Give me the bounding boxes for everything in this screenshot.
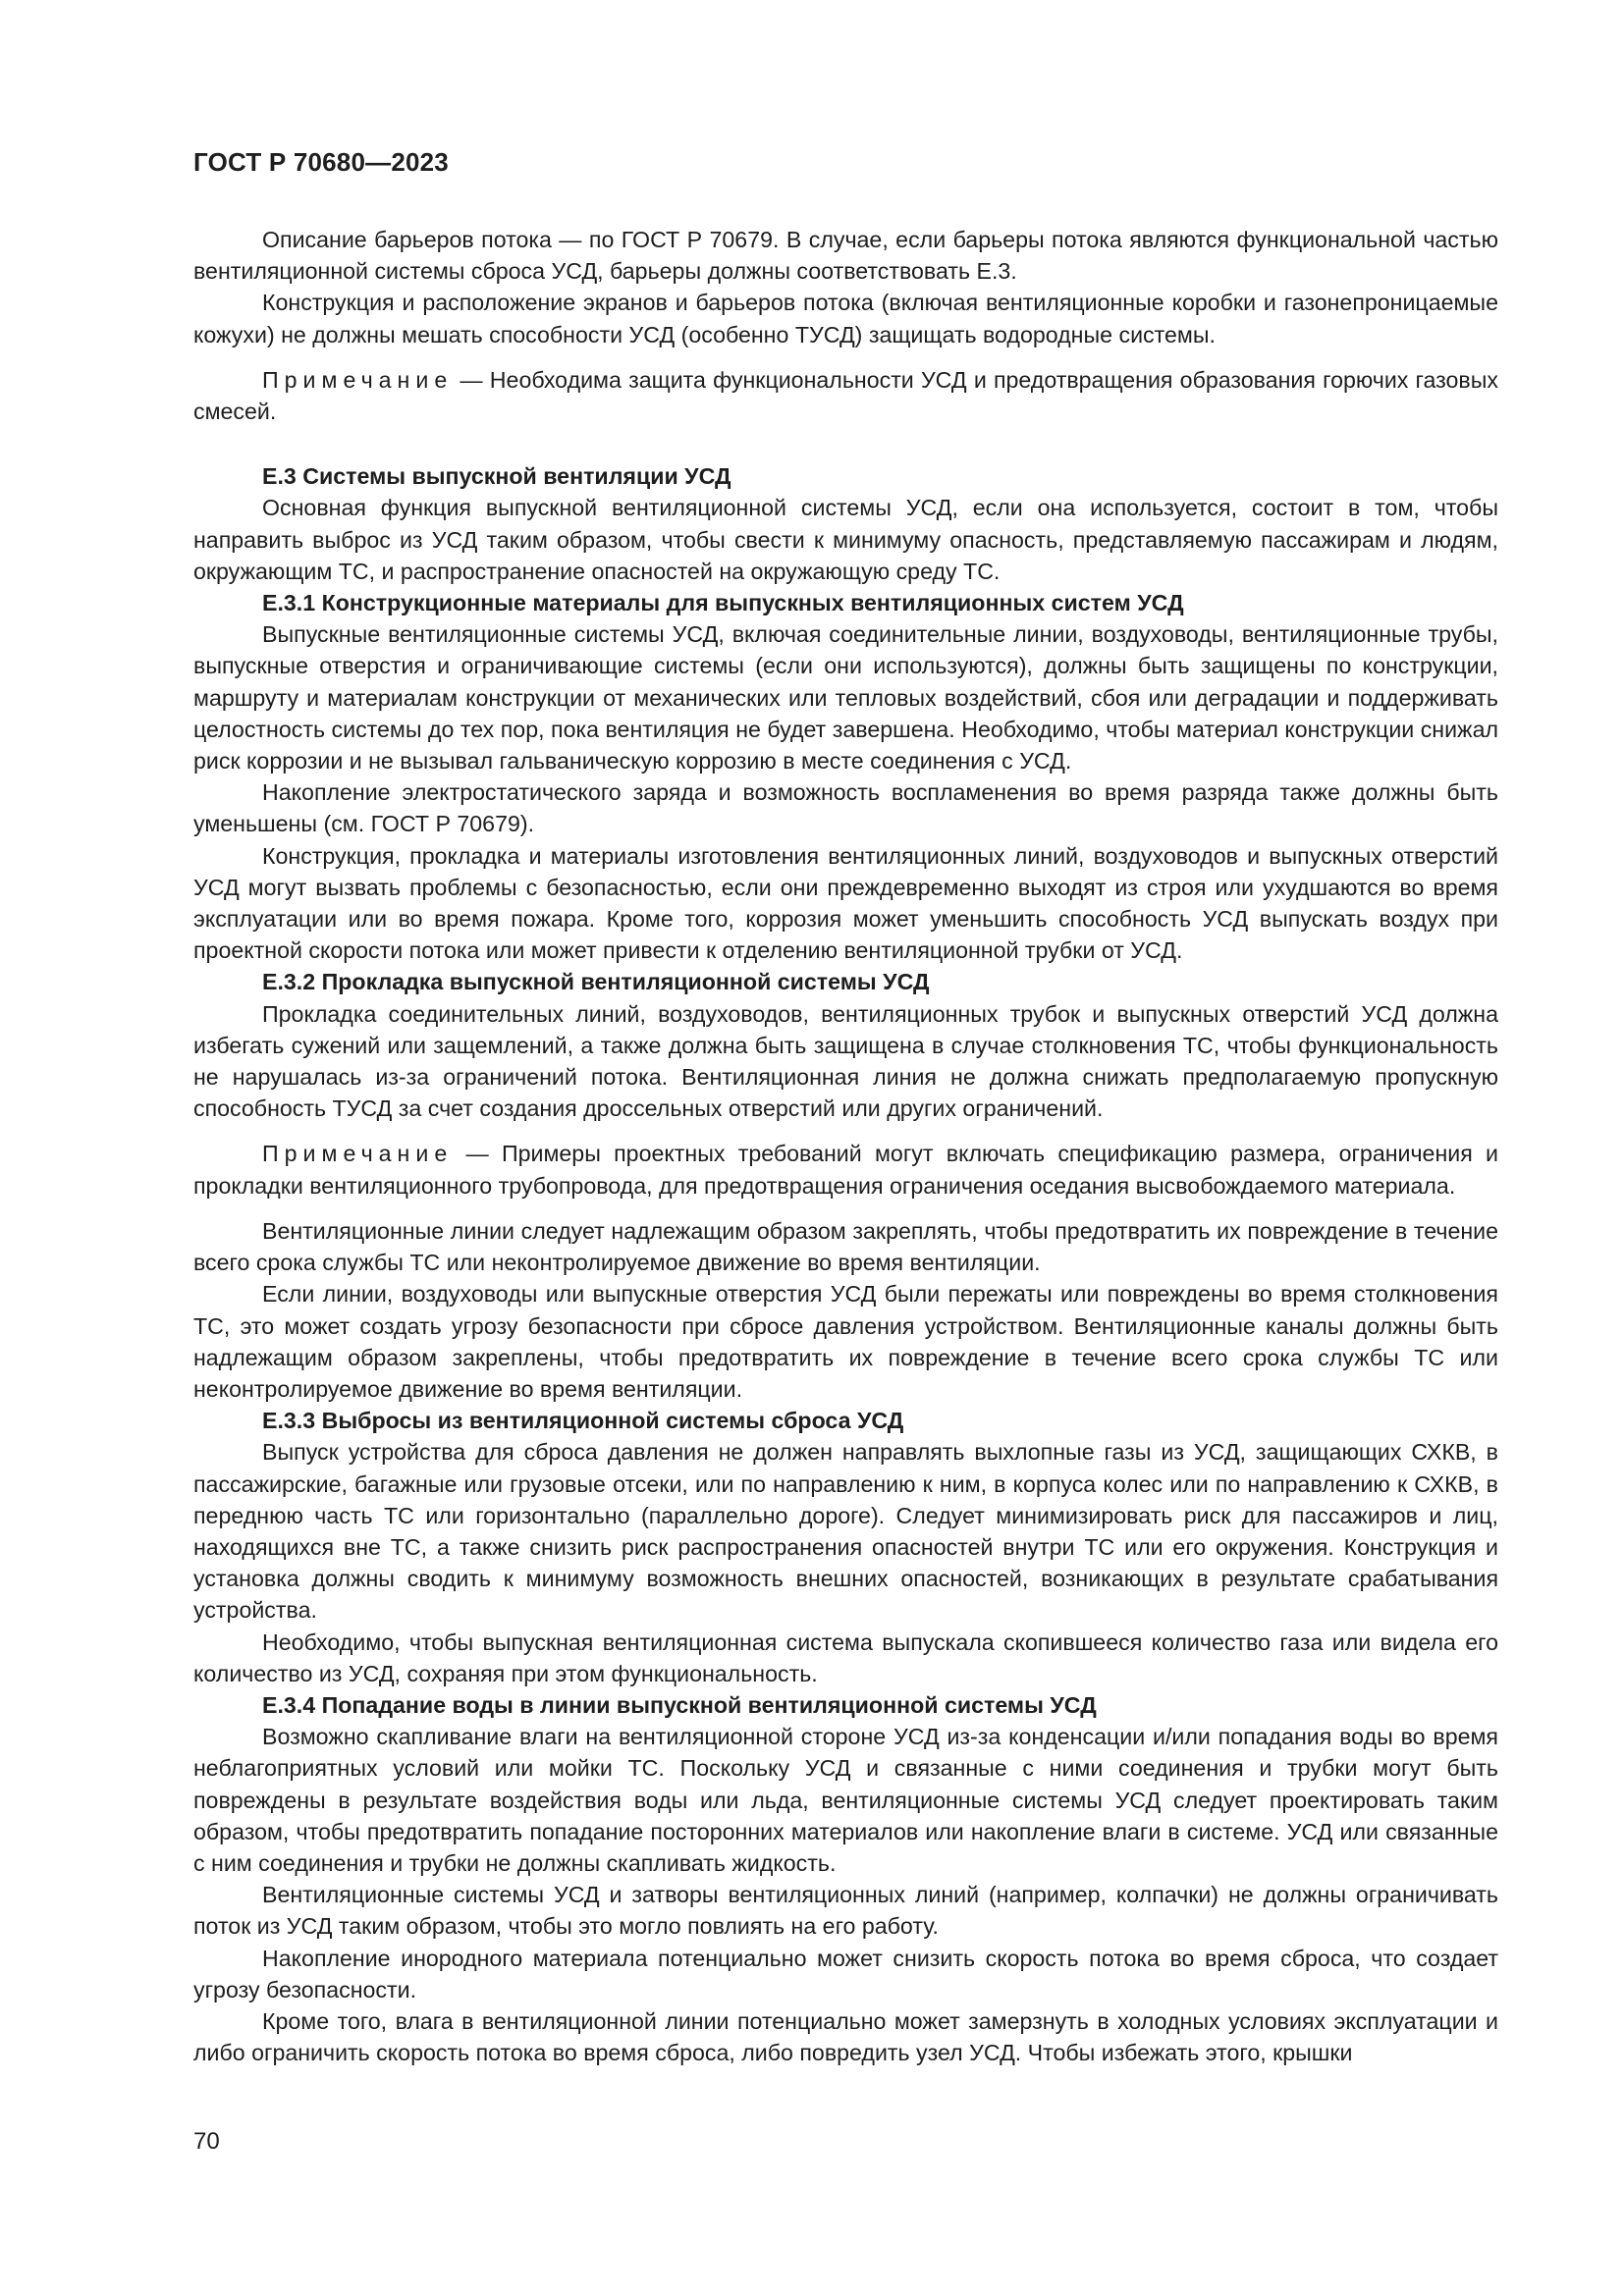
paragraph: Основная функция выпускной вентиляционной системы УСД, если она используется, состоит в том, чтобы направить выброс из УСД таким образом, чтобы свести к минимуму опасность, представляемую пассажирам и людям, окружающим ТС, и распространение опасностей на окружающую среду ТС.: [193, 495, 1498, 584]
paragraph: Накопление инородного материала потенциально может снизить скорость потока во время сброса, что создает угрозу безопасности.: [193, 1945, 1498, 2002]
note-label: Примечание: [262, 366, 454, 393]
page-body: [193, 224, 1498, 2068]
note-label: Примечание: [262, 1141, 454, 1167]
paragraph: Вентиляционные системы УСД и затворы вентиляционных линий (например, колпачки) не должны ограничивать поток из УСД таким образом, чтобы это могло повлиять на его работу.: [193, 1882, 1498, 1940]
section-heading-e3-4: Е.3.4 Попадание воды в линии выпускной вентиляционной системы УСД: [262, 1691, 1097, 1718]
note-text: — Примеры проектных требований могут включать спецификацию размера, ограничения и прокладки вентиляционного трубопровода, для предотвращения ограничения оседания высвобождаемого материала.: [193, 1141, 1498, 1199]
paragraph: Возможно скапливание влаги на вентиляционной стороне УСД из-за конденсации и/или попадания воды во время неблагоприятных условий или мойки ТС. Поскольку УСД и связанные с ними соединения и трубки могут быть повреждены в результате воздействия воды или льда, вентиляционные системы УСД следует проектировать таким образом, чтобы предотвратить попадание посторонних материалов или накопление влаги в системе. УСД или связанные с ним соединения и трубки не должны скапливать жидкость.: [193, 1724, 1498, 1876]
paragraph: Необходимо, чтобы выпускная вентиляционная система выпускала скопившееся количество газа или видела его количество из УСД, сохраняя при этом функциональность.: [193, 1629, 1498, 1686]
page-number: 70: [193, 2128, 220, 2155]
paragraph: Выпуск устройства для сброса давления не должен направлять выхлопные газы из УСД, защищающих СХКВ, в пассажирские, багажные или грузовые отсеки, или по направлению к ним, в корпуса колес или по направлению к СХКВ, в переднюю часть ТС или горизонтально (параллельно дороге). Следует минимизировать риск для пассажиров и лиц, находящихся вне ТС, а также снизить риск распространения опасностей внутри ТС или его окружения. Конструкция и установка должны сводить к минимуму возможность внешних опасностей, возникающих в результате срабатывания устройства.: [193, 1439, 1498, 1624]
paragraph: Кроме того, влага в вентиляционной линии потенциально может замерзнуть в холодных условиях эксплуатации и либо ограничить скорость потока во время сброса, либо повредить узел УСД. Чтобы избежать этого, крышки: [193, 2007, 1498, 2066]
paragraph: Конструкция и расположение экранов и барьеров потока (включая вентиляционные коробки и газонепроницаемые кожухи) не должны мешать способности УСД (особенно ТУСД) защищать водородные системы.: [193, 290, 1498, 347]
paragraph: Описание барьеров потока — по ГОСТ Р 70679. В случае, если барьеры потока являются функциональной частью вентиляционной системы сброса УСД, барьеры должны соответствовать Е.3.: [193, 227, 1498, 285]
paragraph: Выпускные вентиляционные системы УСД, включая соединительные линии, воздуховоды, вентиляционные трубы, выпускные отверстия и ограничивающие системы (если они используются), должны быть защищены по конструкции, маршруту и материалам конструкции от механических или тепловых воздействий, сбоя или деградации и поддерживать целостность системы до тех пор, пока вентиляция не будет завершена. Необходимо, чтобы материал конструкции снижал риск коррозии и не вызывал гальваническую коррозию в месте соединения с УСД.: [193, 621, 1498, 774]
section-heading-e3-2: Е.3.2 Прокладка выпускной вентиляционной системы УСД: [262, 969, 930, 995]
section-heading-e3-1: Е.3.1 Конструкционные материалы для выпускных вентиляционных систем УСД: [262, 590, 1184, 616]
paragraph: Конструкция, прокладка и материалы изготовления вентиляционных линий, воздуховодов и выпускных отверстий УСД могут вызвать проблемы с безопасностью, если они преждевременно выходят из строя или ухудшаются во время эксплуатации или во время пожара. Кроме того, коррозия может уменьшить способность УСД выпускать воздух при проектной скорости потока или может привести к отделению вентиляционной трубки от УСД.: [193, 842, 1498, 964]
paragraph: Если линии, воздуховоды или выпускные отверстия УСД были пережаты или повреждены во время столкновения ТС, это может создать угрозу безопасности при сбросе давления устройством. Вентиляционные каналы должны быть надлежащим образом закреплены, чтобы предотвратить их повреждение в течение всего срока службы ТС или неконтролируемое движение во время вентиляции.: [193, 1281, 1498, 1402]
paragraph: Вентиляционные линии следует надлежащим образом закреплять, чтобы предотвратить их повреждение в течение всего срока службы ТС или неконтролируемое движение во время вентиляции.: [193, 1217, 1498, 1276]
note: [193, 364, 1498, 427]
note: [193, 1138, 1498, 1201]
section-heading-e3-3: Е.3.3 Выбросы из вентиляционной системы сброса УСД: [262, 1408, 904, 1434]
document-code-header: ГОСТ Р 70680—2023: [193, 147, 449, 177]
note-text: — Необходима защита функциональности УСД и предотвращения образования горючих газовых смесей.: [193, 366, 1498, 425]
paragraph: Накопление электростатического заряда и возможность воспламенения во время разряда также должны быть уменьшены (см. ГОСТ Р 70679).: [193, 779, 1498, 837]
section-heading-e3: Е.3 Системы выпускной вентиляции УСД: [262, 463, 731, 490]
paragraph: Прокладка соединительных линий, воздуховодов, вентиляционных трубок и выпускных отверстий УСД должна избегать сужений или защемлений, а также должна быть защищена в случае столкновения ТС, чтобы функциональность не нарушалась из-за ограничений потока. Вентиляционная линия не должна снижать предполагаемую пропускную способность ТУСД за счет создания дроссельных отверстий или других ограничений.: [193, 1000, 1498, 1122]
